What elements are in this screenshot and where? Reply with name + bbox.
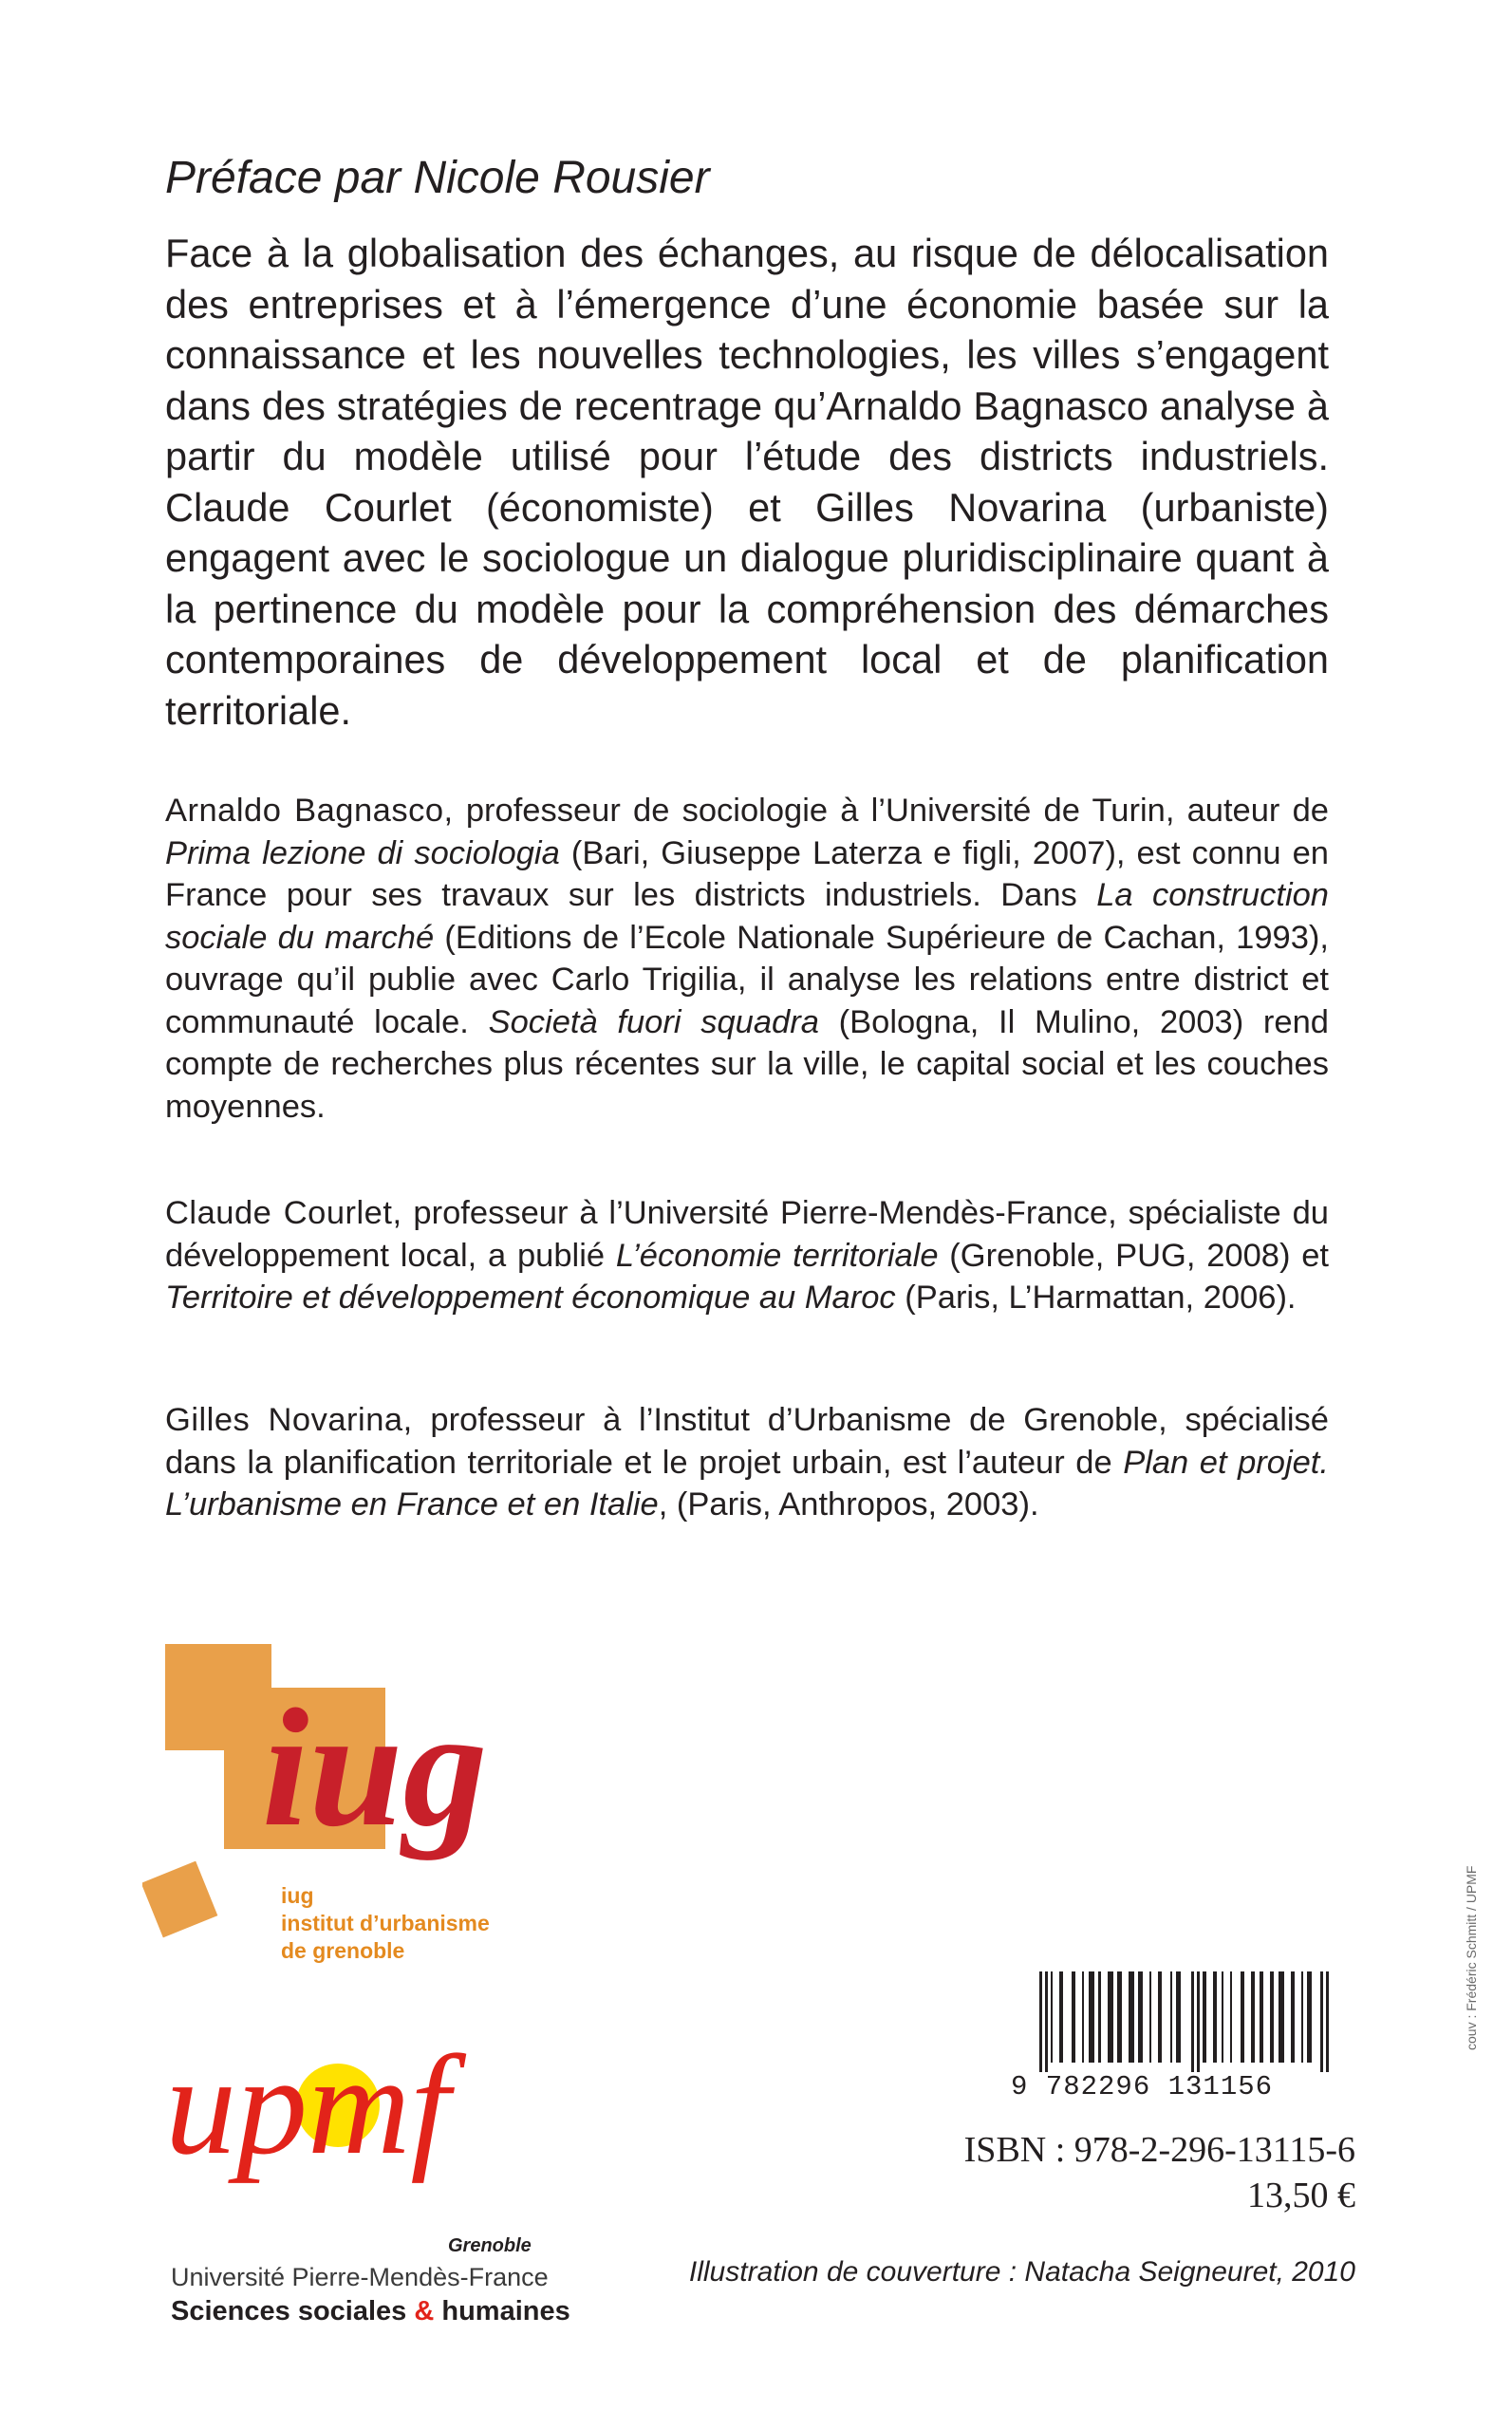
bio-text: professeur à l’Institut d’Urbanisme de Grenoble, spécialisé dans la planification territoriale et le projet urbain, est l’auteur de: [165, 1402, 1329, 1481]
barcode-bar: [1213, 1971, 1217, 2063]
preface-title: Préface par Nicole Rousier: [165, 153, 710, 203]
cover-credit: couv : Frédéric Schmitt / UPMF: [1464, 1865, 1479, 2050]
iug-logo-letters: iug: [262, 1673, 488, 1861]
iug-line-3: de grenoble: [281, 1938, 405, 1963]
barcode-bar: [1270, 1971, 1274, 2063]
barcode-bar: [1117, 1971, 1122, 2063]
barcode-bar: [1039, 1971, 1042, 2072]
isbn: ISBN : 978-2-296-13115-6: [963, 2130, 1355, 2170]
bio-book-title: Prima lezione di sociologia: [165, 834, 560, 871]
upmf-sciences-a: Sciences sociales: [171, 2296, 407, 2326]
bio-book-title: Società fuori squadra: [488, 1003, 819, 1040]
barcode-bar: [1170, 1971, 1172, 2063]
bio-courlet: [165, 1192, 1329, 1319]
bio-text: (Editions de l’Ecole Nationale Supérieure de Cachan, 1993), ouvrage qu’il publie avec Carlo Trigilia, il analyse les relations entre district et communauté locale.: [165, 919, 1329, 1040]
barcode-bar: [1307, 1971, 1312, 2063]
iug-line-1: iug: [281, 1883, 314, 1908]
barcode-bar: [1301, 1971, 1303, 2063]
upmf-university: Université Pierre-Mendès-France: [171, 2263, 549, 2291]
barcode: [1034, 1971, 1356, 2072]
bio-text: (Bologna, Il Mulino, 2003) rend compte de recherches plus récentes sur la ville, le capital social et les couches moyennes.: [165, 1003, 1329, 1125]
barcode-bar: [1072, 1971, 1075, 2063]
barcode-bar: [1222, 1971, 1223, 2063]
barcode-bar: [1203, 1971, 1206, 2063]
barcode-bar: [1059, 1971, 1063, 2063]
barcode-bar: [1230, 1971, 1232, 2063]
barcode-bar: [1045, 1971, 1048, 2072]
barcode-bar: [1291, 1971, 1295, 2063]
iug-square-3: [142, 1861, 217, 1938]
barcode-bar: [1279, 1971, 1284, 2063]
upmf-sciences-b: humaines: [434, 2296, 570, 2326]
barcode-bar: [1149, 1971, 1151, 2063]
bio-text: , (Paris, Anthropos, 2003).: [658, 1486, 1039, 1523]
barcode-bar: [1176, 1971, 1181, 2063]
barcode-bar: [1082, 1971, 1084, 2063]
bio-text: professeur de sociologie à l’Université de Turin, auteur de: [453, 793, 1329, 829]
barcode-bar: [1129, 1971, 1134, 2063]
barcode-bar: [1089, 1971, 1094, 2063]
bio-novarina: [165, 1399, 1329, 1526]
barcode-bar: [1158, 1971, 1162, 2063]
upmf-logo: [159, 2001, 577, 2238]
bio-book-title: Plan et projet. L’urbanisme en France et en Italie: [165, 1444, 1329, 1523]
barcode-bar: [1260, 1971, 1263, 2063]
bio-author-name: Claude Courlet,: [165, 1195, 402, 1231]
bio-book-title: La construction sociale du marché: [165, 877, 1329, 956]
upmf-sciences: [171, 2295, 570, 2327]
barcode-digits: 9 782296 131156: [1011, 2071, 1274, 2102]
barcode-bar: [1241, 1971, 1244, 2063]
barcode-bar: [1051, 1971, 1053, 2063]
barcode-bar: [1138, 1971, 1143, 2063]
bio-text: (Grenoble, PUG, 2008) et: [938, 1237, 1329, 1274]
bio-author-name: Arnaldo Bagnasco,: [165, 793, 454, 829]
barcode-bar: [1326, 1971, 1329, 2072]
upmf-city: Grenoble: [448, 2235, 532, 2256]
price: 13,50 €: [1247, 2176, 1355, 2215]
barcode-bar: [1108, 1971, 1113, 2063]
barcode-bar: [1251, 1971, 1255, 2063]
illustration-credit: Illustration de couverture : Natacha Seigneuret, 2010: [688, 2256, 1355, 2288]
intro-paragraph: Face à la globalisation des échanges, au risque de délocalisation des entreprises et à l’émergence d’une économie basée sur la connaissance et les nouvelles technologies, les villes s’engagent dans des stratégies de recentrage qu’Arnaldo Bagnasco analyse à partir du modèle utilisé pour l’étude des districts industriels. Claude Courlet (économiste) et Gilles Novarina (urbaniste) engagent avec le sociologue un dialogue pluridisciplinaire quant à la pertinence du modèle pour la compréhension des démarches contemporaines de développement local et de planification territoriale.: [165, 231, 1329, 733]
bio-book-title: Territoire et développement économique au Maroc: [165, 1280, 896, 1316]
bio-book-title: L’économie territoriale: [615, 1237, 939, 1274]
bio-author-name: Gilles Novarina,: [165, 1402, 413, 1438]
upmf-amp: &: [414, 2296, 435, 2326]
bio-text: professeur à l’Université Pierre-Mendès-France, spécialiste du développement local, a publié: [165, 1195, 1329, 1274]
barcode-bar: [1320, 1971, 1323, 2072]
bio-bagnasco: [165, 790, 1329, 1128]
iug-text: [281, 1882, 490, 1965]
bio-text: (Bari, Giuseppe Laterza e figli, 2007), est connu en France pour ses travaux sur les districts industriels. Dans: [165, 834, 1329, 913]
barcode-bar: [1098, 1971, 1101, 2063]
upmf-logo-word: upmf: [165, 2027, 450, 2184]
barcode-bar: [1197, 1971, 1200, 2072]
bio-text: (Paris, L’Harmattan, 2006).: [895, 1280, 1297, 1316]
iug-line-2: institut d’urbanisme: [281, 1911, 490, 1935]
barcode-bar: [1191, 1971, 1194, 2072]
